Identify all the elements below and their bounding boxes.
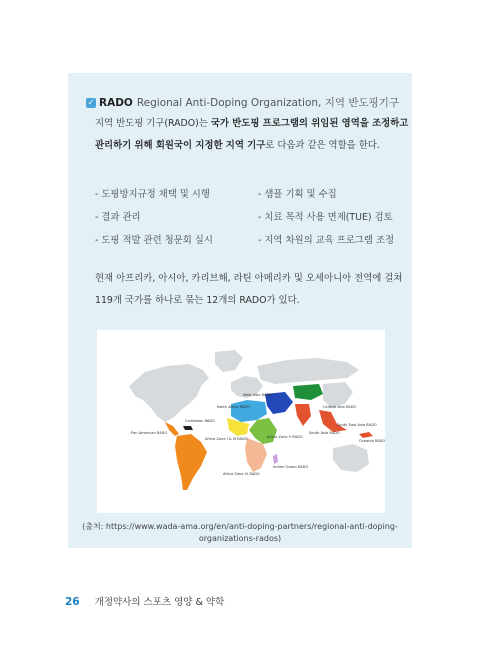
intro-text: 지역 반도핑 기구(RADO)는 (95, 118, 211, 129)
greenland-landmass (215, 350, 243, 372)
south-east-asia-region (319, 410, 347, 432)
intro-text: 로 다음과 같은 역할을 한다. (265, 140, 380, 151)
central-asia-region (293, 384, 323, 400)
africa-zone-5-region (249, 418, 277, 444)
map-label: Africa Zone I & III RADO (205, 437, 248, 441)
caribbean-region (183, 426, 193, 430)
map-label: Oceania RADO (359, 439, 385, 443)
world-map-svg (97, 330, 385, 513)
australia-landmass (333, 444, 369, 472)
section-heading (86, 95, 399, 110)
intro-line-2 (95, 135, 395, 157)
list-item: - 도핑방지규정 채택 및 시행 (95, 189, 210, 200)
north-africa-region (231, 400, 267, 422)
page-number: 26 (65, 596, 80, 608)
map-label: Caribbean RADO (185, 419, 215, 423)
rado-world-map (97, 330, 385, 513)
page-footer (65, 594, 224, 608)
indian-ocean-region (273, 454, 278, 464)
south-america-region (175, 434, 207, 490)
book-title: 개정약사의 스포츠 영양 & 약학 (94, 597, 225, 608)
list-item: - 치료 목적 사용 면제(TUE) 검토 (258, 212, 393, 223)
source-citation (68, 521, 412, 545)
map-label: South Asia RADO (309, 431, 340, 435)
source-line: organizations-rados) (198, 534, 282, 543)
intro-bold-text: 국가 반도핑 프로그램의 위임된 영역을 조정하고 (210, 118, 409, 129)
list-item: - 도핑 적발 관련 청문회 실시 (95, 235, 213, 246)
south-asia-region (295, 404, 311, 426)
heading-abbreviation: RADO (99, 96, 133, 109)
map-label: Central Asia RADO (323, 405, 357, 409)
map-label: South East Asia RADO (337, 423, 377, 427)
list-item: - 결과 관리 (95, 212, 141, 223)
roles-list-right (258, 186, 394, 255)
map-label: Indian Ocean RADO (273, 465, 309, 469)
intro-line-1 (95, 113, 409, 135)
map-label: Pan American RADO (131, 431, 168, 435)
heading-description: Regional Anti-Doping Organization, 지역 반도핑기구 (136, 97, 400, 109)
checkbox-icon: ✓ (87, 97, 95, 107)
map-label: Africa Zone V RADO (267, 435, 303, 439)
oceania-region (359, 432, 373, 438)
roles-list-left (95, 186, 213, 255)
summary-line-2: 119개 국가를 하나로 묶는 12개의 RADO가 있다. (95, 295, 300, 306)
map-label: North Africa RADO (217, 405, 250, 409)
north-america-landmass (129, 364, 209, 422)
intro-bold-text: 관리하기 위해 회원국이 지정한 지역 기구 (95, 140, 266, 151)
summary-line-1: 현재 아프리카, 아시아, 카리브해, 라틴 아메리카 및 오세아니아 전역에 걸쳐 (95, 273, 403, 284)
source-line: (출처: https://www.wada-ama.org/en/anti-doping-partners/regional-anti-doping- (82, 522, 398, 531)
map-label: Africa Zone VI RADO (223, 472, 260, 476)
list-item: - 샘플 기획 및 수집 (258, 189, 337, 200)
north-asia-landmass (257, 358, 359, 384)
map-label: West Asia RADO (243, 393, 273, 397)
list-item: - 지역 차원의 교육 프로그램 조정 (258, 235, 395, 246)
